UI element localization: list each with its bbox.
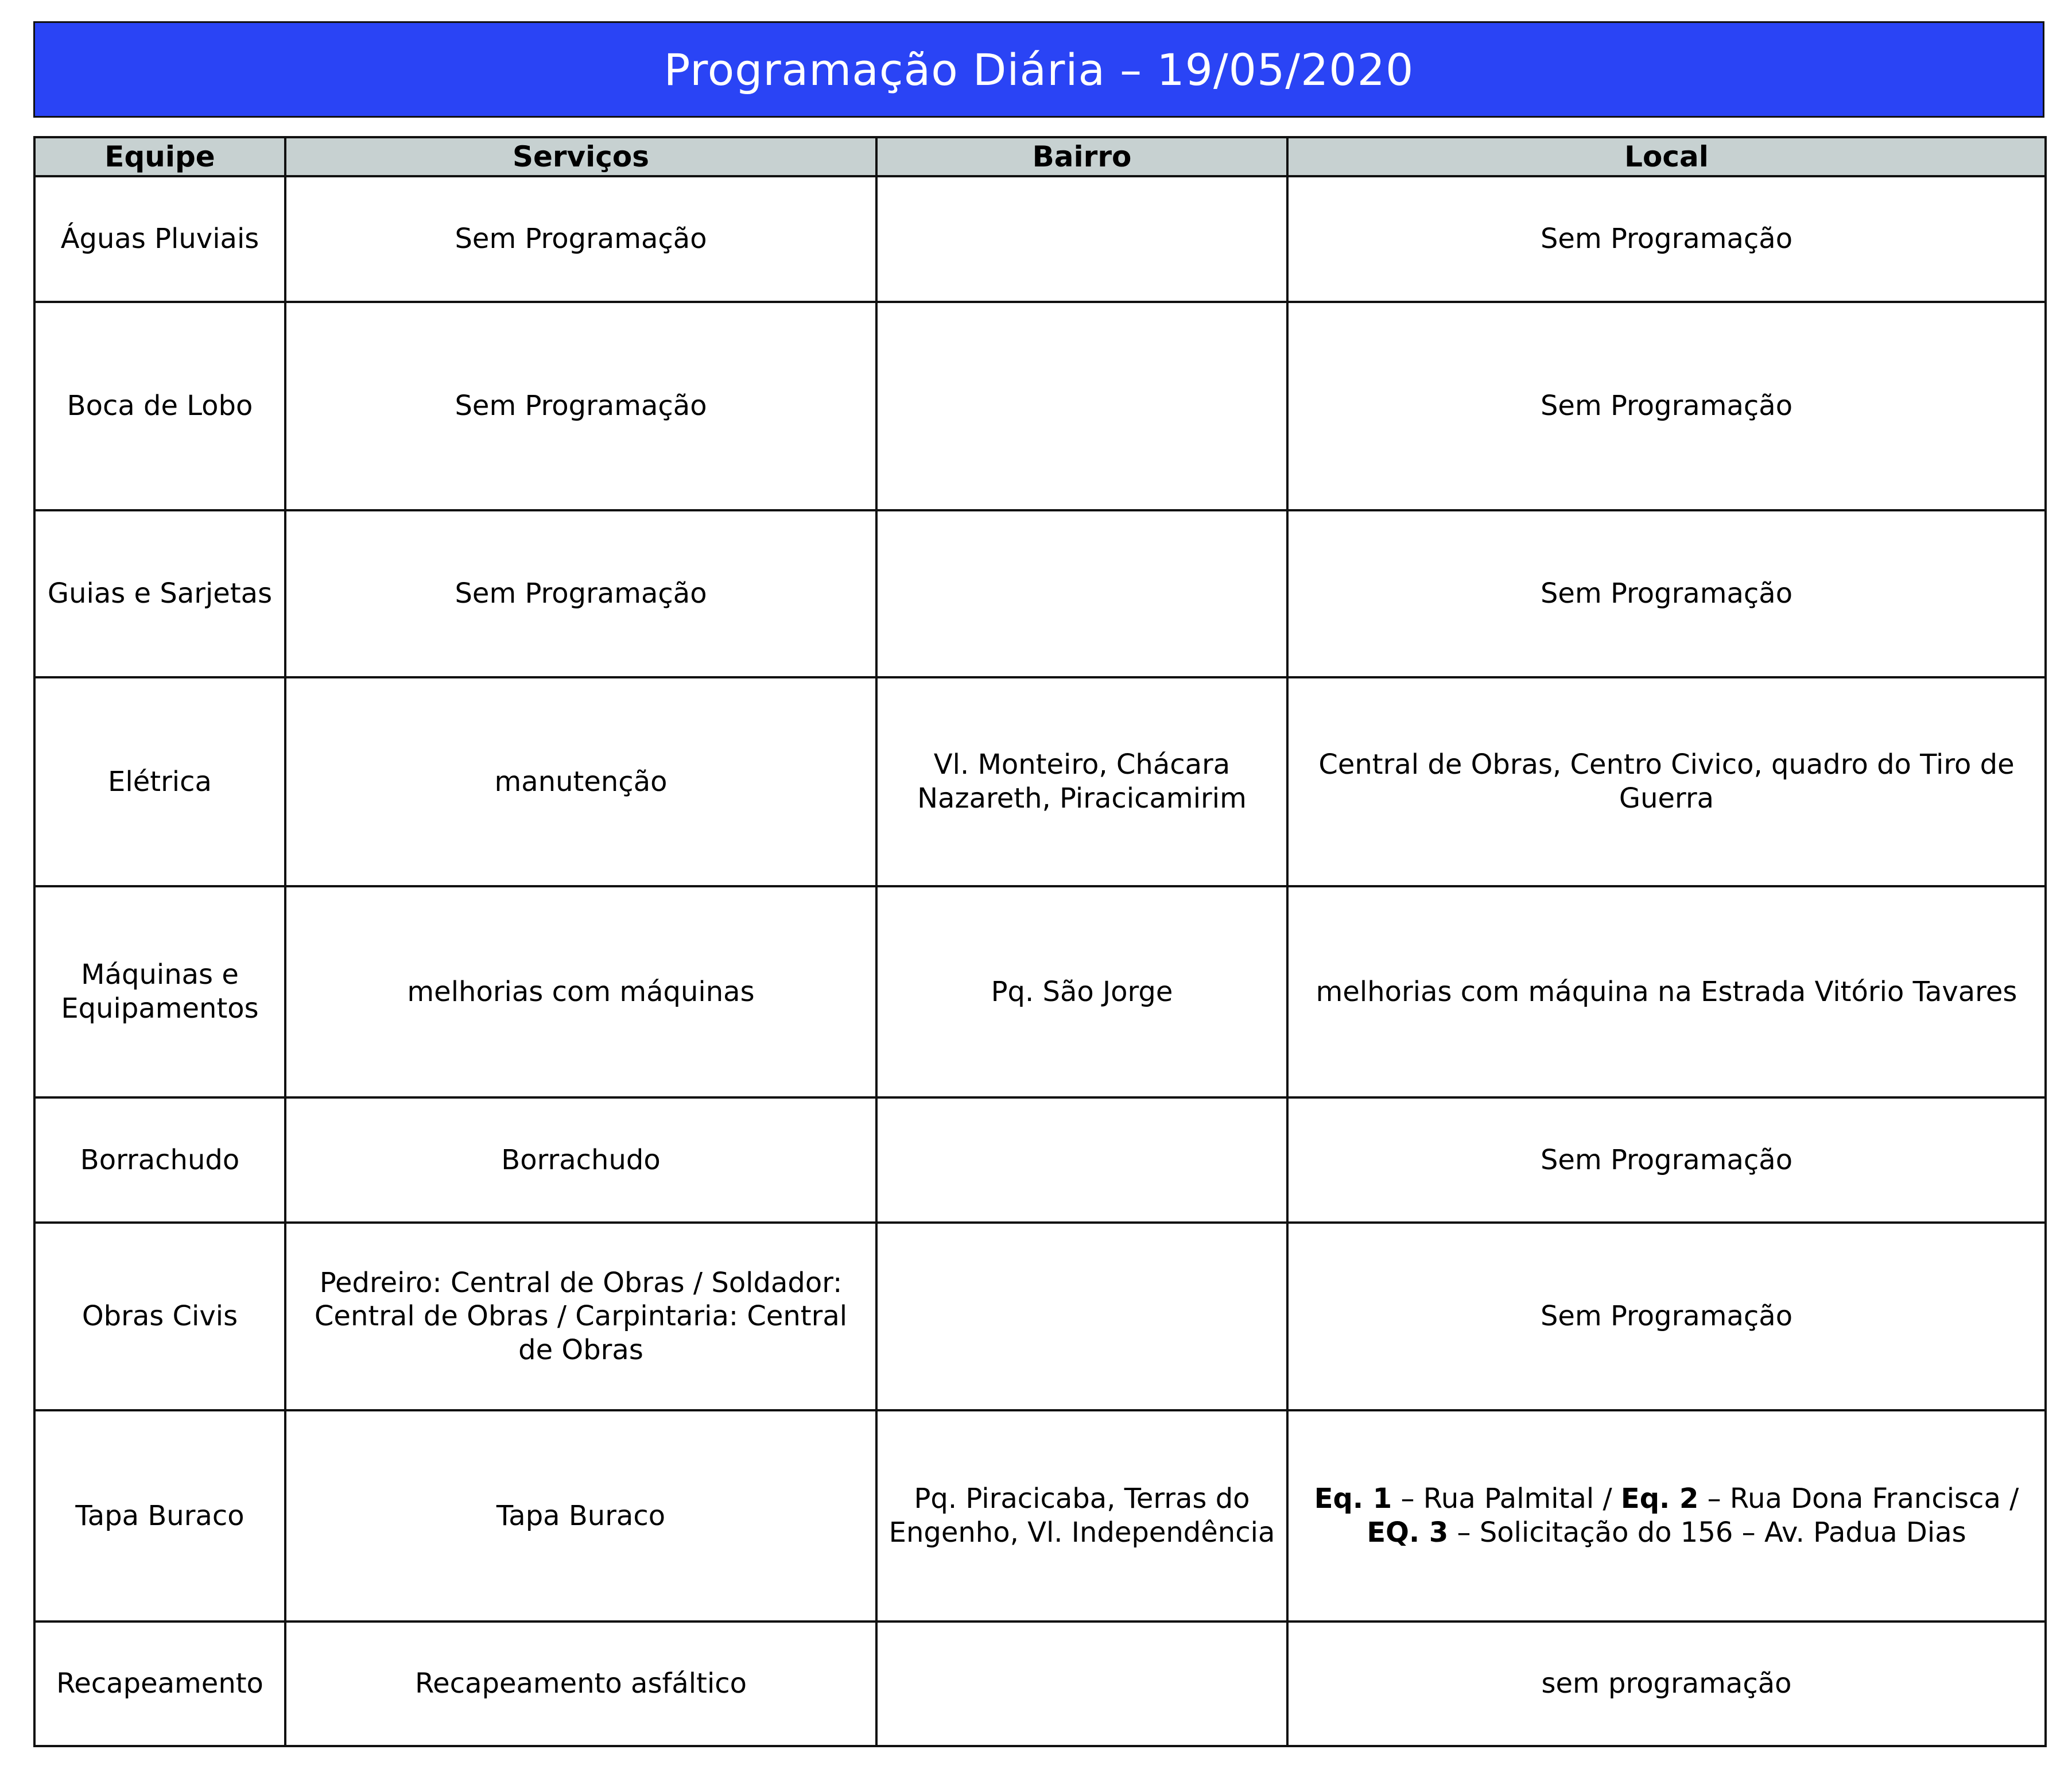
table-row <box>34 510 2046 677</box>
cell-bairro <box>876 176 1287 302</box>
cell-bairro: Pq. Piracicaba, Terras do Engenho, Vl. Independência <box>876 1410 1287 1622</box>
cell-servicos: Sem Programação <box>285 176 876 302</box>
cell-servicos: melhorias com máquinas <box>285 886 876 1097</box>
table-row <box>34 886 2046 1097</box>
header-bairro: Bairro <box>876 137 1287 176</box>
cell-servicos: Sem Programação <box>285 510 876 677</box>
header-local: Local <box>1287 137 2046 176</box>
eq2-text: – Rua Dona Francisca / <box>1698 1483 2019 1515</box>
title-text: Programação Diária – 19/05/2020 <box>663 44 1414 95</box>
eq2-label: Eq. 2 <box>1620 1483 1699 1515</box>
cell-bairro <box>876 302 1287 510</box>
header-equipe: Equipe <box>34 137 285 176</box>
cell-local: melhorias com máquina na Estrada Vitório Tavares <box>1287 886 2046 1097</box>
cell-servicos: Recapeamento asfáltico <box>285 1622 876 1746</box>
eq1-text: – Rua Palmital / <box>1392 1483 1621 1515</box>
cell-equipe: Obras Civis <box>34 1223 285 1410</box>
cell-local: Sem Programação <box>1287 1097 2046 1223</box>
cell-bairro: Vl. Monteiro, Chácara Nazareth, Piracicamirim <box>876 677 1287 886</box>
cell-bairro <box>876 1223 1287 1410</box>
header-servicos: Serviços <box>285 137 876 176</box>
cell-bairro <box>876 1097 1287 1223</box>
eq3-text: – Solicitação do 156 – Av. Padua Dias <box>1448 1516 1966 1549</box>
table-row <box>34 1223 2046 1410</box>
eq1-label: Eq. 1 <box>1314 1483 1392 1515</box>
cell-equipe: Tapa Buraco <box>34 1410 285 1622</box>
cell-servicos: Tapa Buraco <box>285 1410 876 1622</box>
cell-equipe: Máquinas e Equipamentos <box>34 886 285 1097</box>
table-row <box>34 176 2046 302</box>
cell-local: Central de Obras, Centro Civico, quadro do Tiro de Guerra <box>1287 677 2046 886</box>
table-row <box>34 1410 2046 1622</box>
cell-equipe: Águas Pluviais <box>34 176 285 302</box>
cell-local: Sem Programação <box>1287 302 2046 510</box>
page-title <box>33 21 2044 118</box>
table-row <box>34 1622 2046 1746</box>
cell-local: Sem Programação <box>1287 176 2046 302</box>
table-row <box>34 1097 2046 1223</box>
cell-equipe: Borrachudo <box>34 1097 285 1223</box>
eq3-label: EQ. 3 <box>1367 1516 1449 1549</box>
cell-servicos: Pedreiro: Central de Obras / Soldador: Central de Obras / Carpintaria: Central de Obras <box>285 1223 876 1410</box>
cell-equipe: Guias e Sarjetas <box>34 510 285 677</box>
table-row <box>34 677 2046 886</box>
schedule-table <box>33 136 2047 1747</box>
cell-local: Sem Programação <box>1287 510 2046 677</box>
table-row <box>34 302 2046 510</box>
cell-local: Sem Programação <box>1287 1223 2046 1410</box>
header-row <box>34 137 2046 176</box>
cell-equipe: Elétrica <box>34 677 285 886</box>
cell-bairro <box>876 1622 1287 1746</box>
cell-equipe: Recapeamento <box>34 1622 285 1746</box>
cell-servicos: manutenção <box>285 677 876 886</box>
cell-bairro <box>876 510 1287 677</box>
cell-local <box>1287 1410 2046 1622</box>
cell-bairro: Pq. São Jorge <box>876 886 1287 1097</box>
cell-servicos: Sem Programação <box>285 302 876 510</box>
cell-equipe: Boca de Lobo <box>34 302 285 510</box>
cell-local: sem programação <box>1287 1622 2046 1746</box>
cell-servicos: Borrachudo <box>285 1097 876 1223</box>
